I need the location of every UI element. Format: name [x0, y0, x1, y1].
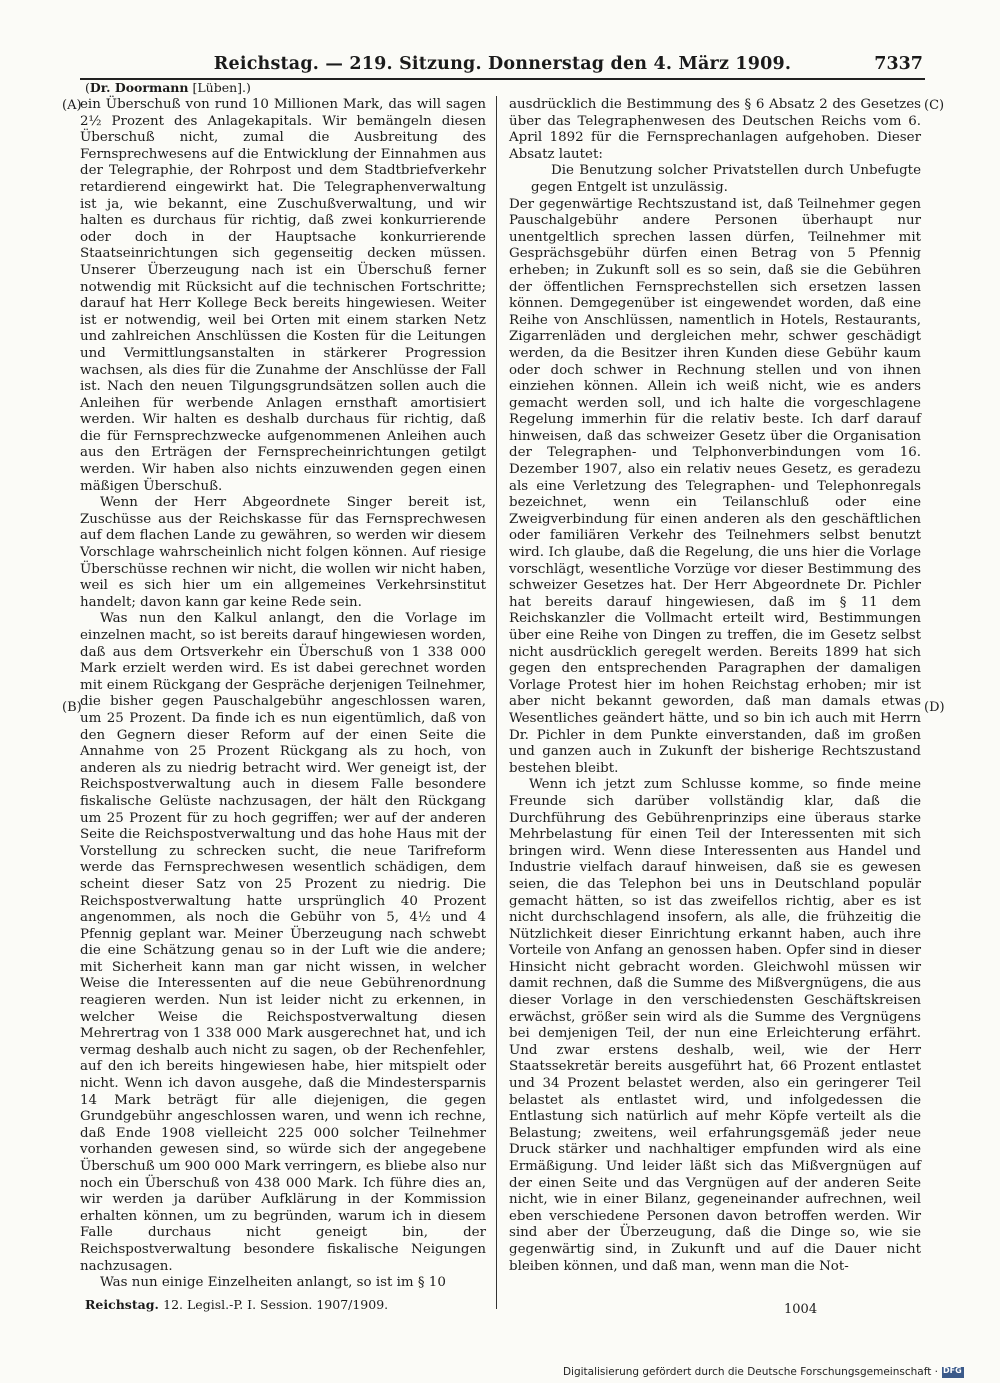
margin-marker-b: (B) [62, 700, 82, 715]
left-paragraph-4: Was nun einige Einzelheiten anlangt, so ist im § 10 [100, 1275, 446, 1291]
left-paragraph-2: Wenn der Herr Abgeordnete Singer bereit ist, Zuschüsse aus der Reichskasse für das Fernsprechwesen auf dem flachen Lande zu gewähren, so werden wir diesem Vorschlage wahrscheinlich nicht folgen können. Auf riesige Überschüsse rechnen wir nicht, die wollen wir nicht haben, weil es sich hier um ein allgemeines Verkehrsinstitut handelt; davon kann gar keine Rede sein. [80, 495, 486, 610]
speaker-name: Dr. Doormann [89, 80, 189, 95]
margin-marker-d: (D) [924, 700, 945, 715]
left-paragraph-1: ein Überschuß von rund 10 Millionen Mark, das will sagen 2½ Prozent des Anlagekapitals. Wir bemängeln diesen Überschuß nicht, zumal die Ausbreitung des Fernsprechwesens auf die Entwicklung der Einnahmen aus der Telegraphie, der Rohrpost und dem Stadtbriefverkehr retardierend eingewirkt hat. Die Telegraphenverwaltung ist ja, wie bekannt, eine Zuschußverwaltung, und wir halten es durchaus für richtig, daß zwei konkurrierende oder doch in der Hauptsache konkurrierende Staatseinrichtungen sich gegenseitig decken müssen. Unserer Überzeugung nach ist ein Überschuß ferner notwendig mit Rücksicht auf die technischen Fortschritte; darauf hat Herr Kollege Beck bereits hingewiesen. Weiter ist er notwendig, weil bei Orten mit einem starken Netz und zahlreichen Anschlüssen die Kosten für die Leitungen und Vermittlungsanstalten in stärkerer Progression wachsen, als dies für die Zunahme der Anschlüsse der Fall ist. Nach den neuen Tilgungsgrundsätzen sollen auch die Anleihen für werbende Anlagen ernsthaft amortisiert werden. Wir halten es deshalb durchaus für richtig, daß die für Fernsprechzwecke aufgenommenen Anleihen auch aus den Erträgen der Fernsprecheinrichtungen getilgt werden. Wir haben also nichts einzuwenden gegen einen mäßigen Überschuß. [80, 97, 486, 494]
header-title: Reichstag. — 219. Sitzung. Donnerstag den 4. März 1909. [213, 54, 792, 74]
right-paragraph-1: Der gegenwärtige Rechtszustand ist, daß Teilnehmer gegen Pauschalgebühr andere Personen überhaupt nur unentgeltlich sprechen lassen dürfen, Teilnehmer mit Gesprächsgebühr dürfen einen Betrag von 5 Pfennig erheben; in Zukunft soll es so sein, daß sie die Gebühren der öffentlichen Fernsprechstellen sich ersetzen lassen können. Demgegenüber ist eingewendet worden, daß eine Reihe von Anschlüssen, namentlich in Hotels, Restaurants, Zigarrenläden und dergleichen mehr, schwer geschädigt werden, da die Besitzer ihren Kunden diese Gebühr kaum oder doch schwer in Rechnung stellen und von ihnen einziehen können. Allein ich weiß nicht, wie es anders gemacht werden soll, und ich halte die vorgeschlagene Regelung immerhin für die relativ beste. Ich darf darauf hinweisen, daß das schweizer Gesetz über die Organisation der Telegraphen- und Telphonverbindungen vom 16. Dezember 1907, also ein relativ neues Gesetz, es geradezu als eine Verletzung des Telegraphen- und Telephonregals bezeichnet, wenn ein Teilanschluß oder eine Zweigverbindung für einen anderen als den geschäftlichen oder familiären Verkehr des Teilnehmers selbst benutzt wird. Ich glaube, daß die Regelung, die uns hier die Vorlage vorschlägt, wesentliche Vorzüge vor dieser Bestimmung des schweizer Gesetzes hat. Der Herr Abgeordnete Dr. Pichler hat bereits darauf hingewiesen, daß im § 11 dem Reichskanzler die Vollmacht erteilt wird, Bestimmungen über eine Reihe von Dingen zu treffen, die im Gesetz selbst nicht ausdrücklich geregelt werden. Bereits 1899 hat sich gegen den entsprechenden Paragraphen der damaligen Vorlage Protest hier im hohen Reichstag erhoben; mir ist aber nicht bekannt geworden, daß man damals etwas Wesentliches geändert hätte, und so bin ich auch mit Herrn Dr. Pichler in dem Punkte einverstanden, daß im großen und ganzen auch in Zukunft der bisherige Rechtszustand bestehen bleibt. [509, 196, 921, 776]
digitization-credit [563, 1366, 964, 1378]
sheet-number: 1004 [784, 1302, 818, 1317]
left-column [80, 97, 486, 1292]
page-number: 7337 [874, 54, 923, 74]
right-paragraph-2: Wenn ich jetzt zum Schlusse komme, so finde meine Freunde sich darüber vollständig klar, daß die Durchführung des Gebührenprinzips eine überaus starke Mehrbelastung für einen Teil der Interessenten mit sich bringen wird. Wenn diese Interessenten aus Handel und Industrie vielfach darauf hinweisen, daß sie es gewesen seien, die das Telephon bei uns in Deutschland populär gemacht hätten, so ist das zweifellos richtig, aber es ist nicht durchschlagend insofern, als alle, die frühzeitig die Nützlichkeit dieser Einrichtung erkannt haben, auch ihre Vorteile von Anfang an genossen haben. Opfer sind in dieser Hinsicht nicht gebracht worden. Gleichwohl müssen wir damit rechnen, daß die Summe des Mißvergnügens, die aus dieser Vorlage in den verschiedensten Geschäftskreisen erwächst, größer sein wird als die Summe des Vergnügens bei demjenigen Teil, der nun eine Erleichterung erfährt. Und zwar erstens deshalb, weil, wie der Herr Staatssekretär bereits ausgeführt hat, 66 Prozent entlastet und 34 Prozent belastet werden, also ein geringerer Teil belastet als entlastet wird, und infolgedessen die Entlastung sich natürlich auf mehr Köpfe verteilt als die Belastung; zweitens, weil erfahrungsgemäß jeder neue Druck stärker und nachhaltiger empfunden wird als eine Ermäßigung. Und leider läßt sich das Mißvergnügen auf der einen Seite und das Vergnügen auf der anderen Seite nicht, wie in einer Bilanz, gegeneinander aufrechnen, weil eben verschiedene Personen davon betroffen werden. Wir sind aber der Überzeugung, daß die Dinge so, wie sie gegenwärtig sind, in Zukunft und auf die Dauer nicht bleiben können, und daß man, wenn man die Not- [509, 777, 921, 1274]
margin-marker-c: (C) [924, 98, 945, 113]
page-header [80, 52, 925, 80]
dfg-logo-icon [942, 1367, 964, 1378]
right-column [509, 97, 921, 1275]
footer-reichstag: Reichstag. [85, 1297, 159, 1312]
footer-signature [85, 1297, 388, 1312]
quoted-statute: Die Benutzung solcher Privatstellen durch Unbefugte gegen Entgelt ist unzulässig. [531, 163, 921, 195]
column-divider [496, 96, 497, 1309]
speaker-place: [Lüben].) [192, 80, 251, 95]
credit-text: Digitalisierung gefördert durch die Deutsche Forschungsgemeinschaft · [562, 1366, 938, 1378]
speaker-note: (Dr. Doormann [Lüben].) [85, 80, 251, 95]
margin-marker-a: (A) [62, 98, 82, 113]
right-intro: ausdrücklich die Bestimmung des § 6 Absatz 2 des Gesetzes über das Telegraphenwesen des Deutschen Reichs vom 6. April 1892 für die Fernsprechanlagen aufgehoben. Dieser Absatz lautet: [509, 97, 921, 162]
left-paragraph-3: Was nun den Kalkul anlangt, den die Vorlage im einzelnen macht, so ist bereits darauf hingewiesen worden, daß aus dem Ortsverkehr ein Überschuß von 1 338 000 Mark erzielt werden wird. Es ist dabei gerechnet worden mit einem Rückgang der Gespräche derjenigen Teilnehmer, die bisher gegen Pauschalgebühr angeschlossen waren, um 25 Prozent. Da finde ich es nun eigentümlich, daß von den Gegnern dieser Reform auf der einen Seite die Annahme von 25 Prozent Rückgang als zu hoch, von anderen als zu niedrig betracht wird. Wer geneigt ist, der Reichspostverwaltung auch in diesem Falle besondere fiskalische Gelüste nachzusagen, der hält den Rückgang um 25 Prozent für zu hoch gegriffen; wer auf der anderen Seite die Reichspostverwaltung und das hohe Haus mit der Vorstellung zu schrecken sucht, die neue Tarifreform werde das Fernsprechwesen wesentlich schädigen, dem scheint dieser Satz von 25 Prozent zu niedrig. Die Reichspostverwaltung hatte ursprünglich 40 Prozent angenommen, als noch die Gebühr von 5, 4½ und 4 Pfennig geplant war. Meiner Überzeugung nach schwebt die eine Schätzung genau so in der Luft wie die andere; mit Sicherheit kann man gar nicht wissen, in welcher Weise die Interessenten auf die neue Gebührenordnung reagieren werden. Nun ist leider nicht zu erkennen, in welcher Weise die Reichspostverwaltung diesen Mehrertrag von 1 338 000 Mark ausgerechnet hat, und ich vermag deshalb auch nicht zu sagen, ob der Rechenfehler, auf den ich bereits hingewiesen habe, hier mitspielt oder nicht. Wenn ich davon ausgehe, daß die Mindestersparnis 14 Mark beträgt für alle diejenigen, die gegen Grundgebühr angeschlossen waren, und wenn ich rechne, daß Ende 1908 vielleicht 225 000 solcher Teilnehmer vorhanden gewesen sind, so würde sich der angegebene Überschuß um 900 000 Mark verringern, es bliebe also nur noch ein Überschuß von 438 000 Mark. Ich führe dies an, wir werden ja darüber Aufklärung in der Kommission erhalten können, um zu begründen, warum ich in diesem Falle durchaus nicht geneigt bin, der Reichspostverwaltung besondere fiskalische Neigungen nachzusagen. [80, 611, 486, 1274]
footer-session: 12. Legisl.-P. I. Session. 1907/1909. [163, 1297, 389, 1312]
